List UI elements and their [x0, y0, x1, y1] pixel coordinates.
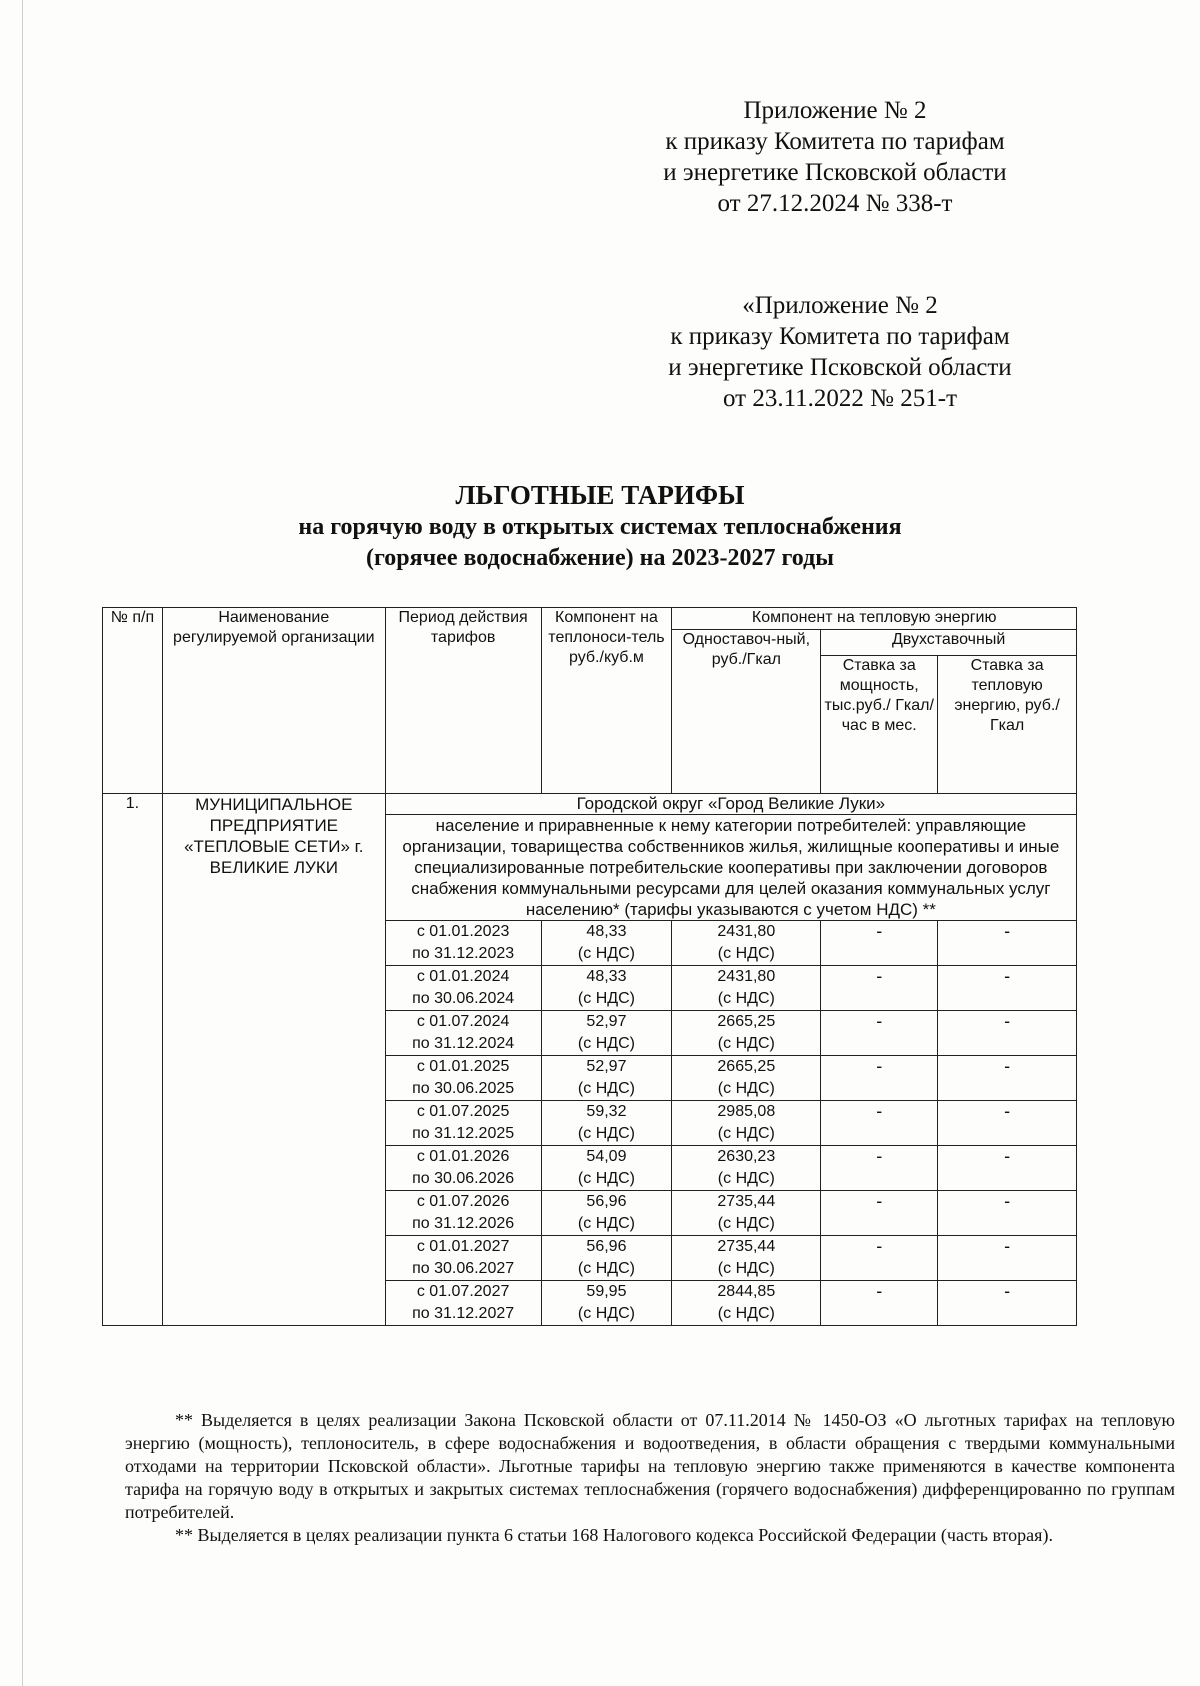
single-rate-cell-line: 2985,08	[717, 1103, 776, 1120]
capacity-rate-cell	[821, 1011, 938, 1056]
footnote-preferential-law: ** Выделяется в целях реализации Закона Псковской области от 07.11.2014 № 1450-ОЗ «О льготных тарифах на тепловую энергию (мощность), теплоноситель, в сфере водоснабжения и водоотведения, в области обращения с твердыми коммунальными отходами на территории Псковской области». Льготные тарифы на тепловую энергию также применяются в качестве компонента тарифа на горячую воду в открытых и закрытых системах теплоснабжения (горячего водоснабжения) дифференцированно по группам потребителей.	[125, 1410, 1175, 1522]
header-carrier-component: Компонент на теплоноси-тель руб./куб.м	[541, 608, 672, 794]
header-two-part-rate: Двухставочный	[821, 630, 1077, 656]
energy-rate-cell	[938, 1101, 1077, 1146]
energy-rate-cell	[938, 1281, 1077, 1326]
period-cell	[385, 1146, 541, 1191]
single-rate-cell	[672, 1056, 821, 1101]
carrier-price-cell-line: 48,33	[586, 968, 627, 985]
carrier-price-cell-line: 59,95	[586, 1283, 627, 1300]
energy-rate-cell-line: -	[1004, 1101, 1011, 1121]
appendix-header-previous	[605, 290, 1075, 414]
energy-rate-cell	[938, 1236, 1077, 1281]
energy-rate-cell	[938, 921, 1077, 966]
period-cell-line: по 31.12.2023	[412, 945, 515, 962]
appendix-line: от 27.12.2024 № 338-т	[717, 190, 953, 217]
appendix-line: Приложение № 2	[743, 97, 927, 124]
period-cell-line: с 01.01.2024	[416, 968, 510, 985]
carrier-price-cell-line: 48,33	[586, 923, 627, 940]
energy-rate-cell-line: -	[1004, 1236, 1011, 1256]
carrier-price-cell	[541, 966, 672, 1011]
carrier-price-cell-line: (с НДС)	[577, 1215, 635, 1232]
document-title	[150, 478, 1050, 574]
consumer-group-description: население и приравненные к нему категории потребителей: управляющие организации, товарищества собственников жилья, жилищные кооперативы и иные специализированные потребительские кооперативы при заключении договоров снабжения коммунальными ресурсами для целей оказания коммунальных услуг населению* (тарифы указываются с учетом НДС) **	[385, 815, 1076, 921]
carrier-price-cell	[541, 1146, 672, 1191]
single-rate-cell-line: 2844,85	[717, 1283, 776, 1300]
capacity-rate-cell	[821, 921, 938, 966]
single-rate-cell	[672, 1101, 821, 1146]
carrier-price-cell-line: 52,97	[586, 1058, 627, 1075]
capacity-rate-cell	[821, 1191, 938, 1236]
carrier-price-cell-line: (с НДС)	[577, 1170, 635, 1187]
carrier-price-cell-line: 54,09	[586, 1148, 627, 1165]
appendix-line: «Приложение № 2	[742, 292, 938, 319]
period-cell	[385, 1236, 541, 1281]
period-cell-line: с 01.01.2026	[416, 1148, 510, 1165]
capacity-rate-cell-line: -	[876, 1011, 883, 1031]
capacity-rate-cell-line: -	[876, 1146, 883, 1166]
period-cell-line: с 01.07.2027	[416, 1283, 510, 1300]
carrier-price-cell-line: 56,96	[586, 1193, 627, 1210]
capacity-rate-cell	[821, 1146, 938, 1191]
single-rate-cell	[672, 1146, 821, 1191]
appendix-line: и энергетике Псковской области	[668, 354, 1012, 381]
title-subtitle-2: (горячее водоснабжение) на 2023-2027 годы	[366, 545, 834, 571]
header-period: Период действия тарифов	[385, 608, 541, 794]
period-cell-line: с 01.01.2027	[416, 1238, 510, 1255]
period-cell-line: с 01.07.2024	[416, 1013, 510, 1030]
carrier-price-cell-line: (с НДС)	[577, 1035, 635, 1052]
period-cell-line: с 01.01.2023	[416, 923, 510, 940]
single-rate-cell-line: (с НДС)	[717, 1080, 775, 1097]
capacity-rate-cell	[821, 1101, 938, 1146]
footnotes	[125, 1409, 1175, 1547]
carrier-price-cell	[541, 921, 672, 966]
appendix-line: от 23.11.2022 № 251-т	[722, 385, 958, 412]
header-organization: Наименование регулируемой организации	[162, 608, 385, 794]
header-capacity-rate: Ставка за мощность, тыс.руб./ Гкал/час в мес.	[821, 656, 938, 794]
carrier-price-cell	[541, 1101, 672, 1146]
capacity-rate-cell-line: -	[876, 1191, 883, 1211]
single-rate-cell	[672, 966, 821, 1011]
appendix-line: и энергетике Псковской области	[663, 159, 1007, 186]
period-cell	[385, 1101, 541, 1146]
single-rate-cell-line: 2735,44	[717, 1238, 776, 1255]
capacity-rate-cell-line: -	[876, 1101, 883, 1121]
single-rate-cell	[672, 1281, 821, 1326]
energy-rate-cell-line: -	[1004, 921, 1011, 941]
period-cell	[385, 1011, 541, 1056]
tariff-table	[102, 607, 1077, 1326]
energy-rate-cell	[938, 1191, 1077, 1236]
energy-rate-cell	[938, 1056, 1077, 1101]
energy-rate-cell-line: -	[1004, 1056, 1011, 1076]
energy-rate-cell	[938, 1146, 1077, 1191]
period-cell	[385, 1056, 541, 1101]
organization-name: МУНИЦИПАЛЬНОЕ ПРЕДПРИЯТИЕ «ТЕПЛОВЫЕ СЕТИ» г. ВЕЛИКИЕ ЛУКИ	[162, 794, 385, 1326]
single-rate-cell-line: 2431,80	[717, 923, 776, 940]
capacity-rate-cell	[821, 1056, 938, 1101]
carrier-price-cell	[541, 1056, 672, 1101]
capacity-rate-cell-line: -	[876, 921, 883, 941]
appendix-line: к приказу Комитета по тарифам	[670, 323, 1010, 350]
header-single-rate: Одноставоч-ный, руб./Гкал	[672, 630, 821, 794]
single-rate-cell-line: (с НДС)	[717, 1125, 775, 1142]
carrier-price-cell-line: (с НДС)	[577, 1125, 635, 1142]
title-main: ЛЬГОТНЫЕ ТАРИФЫ	[455, 480, 745, 510]
carrier-price-cell-line: (с НДС)	[577, 1305, 635, 1322]
carrier-price-cell	[541, 1191, 672, 1236]
carrier-price-cell-line: 59,32	[586, 1103, 627, 1120]
carrier-price-cell	[541, 1011, 672, 1056]
row-number: 1.	[103, 794, 163, 1326]
single-rate-cell-line: (с НДС)	[717, 990, 775, 1007]
period-cell	[385, 966, 541, 1011]
header-number: № п/п	[103, 608, 163, 794]
period-cell-line: по 30.06.2026	[412, 1170, 515, 1187]
energy-rate-cell-line: -	[1004, 1146, 1011, 1166]
single-rate-cell	[672, 1011, 821, 1056]
municipality-label: Городской округ «Город Великие Луки»	[385, 794, 1076, 815]
capacity-rate-cell-line: -	[876, 1236, 883, 1256]
energy-rate-cell-line: -	[1004, 1191, 1011, 1211]
title-subtitle-1: на горячую воду в открытых системах теплоснабжения	[298, 514, 902, 540]
period-cell-line: по 31.12.2027	[412, 1305, 515, 1322]
period-cell-line: по 31.12.2024	[412, 1035, 515, 1052]
single-rate-cell-line: (с НДС)	[717, 1215, 775, 1232]
header-energy-rate: Ставка за тепловую энергию, руб./Гкал	[938, 656, 1077, 794]
capacity-rate-cell	[821, 1236, 938, 1281]
energy-rate-cell-line: -	[1004, 1281, 1011, 1301]
single-rate-cell	[672, 1236, 821, 1281]
carrier-price-cell-line: 56,96	[586, 1238, 627, 1255]
period-cell-line: по 30.06.2025	[412, 1080, 515, 1097]
energy-rate-cell-line: -	[1004, 966, 1011, 986]
capacity-rate-cell-line: -	[876, 1281, 883, 1301]
period-cell-line: с 01.01.2025	[416, 1058, 510, 1075]
period-cell-line: по 31.12.2025	[412, 1125, 515, 1142]
single-rate-cell	[672, 1191, 821, 1236]
page-edge-line	[22, 0, 23, 1686]
carrier-price-cell-line: (с НДС)	[577, 990, 635, 1007]
period-cell-line: с 01.07.2025	[416, 1103, 510, 1120]
single-rate-cell-line: 2665,25	[717, 1013, 776, 1030]
single-rate-cell-line: 2630,23	[717, 1148, 776, 1165]
appendix-line: к приказу Комитета по тарифам	[665, 128, 1005, 155]
carrier-price-cell	[541, 1281, 672, 1326]
carrier-price-cell-line: (с НДС)	[577, 1080, 635, 1097]
period-cell-line: по 30.06.2027	[412, 1260, 515, 1277]
period-cell-line: по 30.06.2024	[412, 990, 515, 1007]
footnote-tax-code: ** Выделяется в целях реализации пункта 6 статьи 168 Налогового кодекса Российской Федерации (часть вторая).	[175, 1525, 1053, 1545]
capacity-rate-cell-line: -	[876, 966, 883, 986]
single-rate-cell-line: (с НДС)	[717, 1305, 775, 1322]
period-cell-line: с 01.07.2026	[416, 1193, 510, 1210]
carrier-price-cell	[541, 1236, 672, 1281]
period-cell	[385, 1191, 541, 1236]
period-cell	[385, 1281, 541, 1326]
capacity-rate-cell	[821, 1281, 938, 1326]
carrier-price-cell-line: (с НДС)	[577, 1260, 635, 1277]
energy-rate-cell-line: -	[1004, 1011, 1011, 1031]
period-cell	[385, 921, 541, 966]
single-rate-cell-line: (с НДС)	[717, 945, 775, 962]
single-rate-cell-line: 2431,80	[717, 968, 776, 985]
carrier-price-cell-line: 52,97	[586, 1013, 627, 1030]
capacity-rate-cell-line: -	[876, 1056, 883, 1076]
single-rate-cell-line: (с НДС)	[717, 1035, 775, 1052]
energy-rate-cell	[938, 1011, 1077, 1056]
single-rate-cell-line: (с НДС)	[717, 1260, 775, 1277]
header-heat-component: Компонент на тепловую энергию	[672, 608, 1077, 630]
single-rate-cell-line: (с НДС)	[717, 1170, 775, 1187]
appendix-header-current	[600, 95, 1070, 219]
single-rate-cell-line: 2665,25	[717, 1058, 776, 1075]
energy-rate-cell	[938, 966, 1077, 1011]
capacity-rate-cell	[821, 966, 938, 1011]
carrier-price-cell-line: (с НДС)	[577, 945, 635, 962]
single-rate-cell-line: 2735,44	[717, 1193, 776, 1210]
single-rate-cell	[672, 921, 821, 966]
period-cell-line: по 31.12.2026	[412, 1215, 515, 1232]
